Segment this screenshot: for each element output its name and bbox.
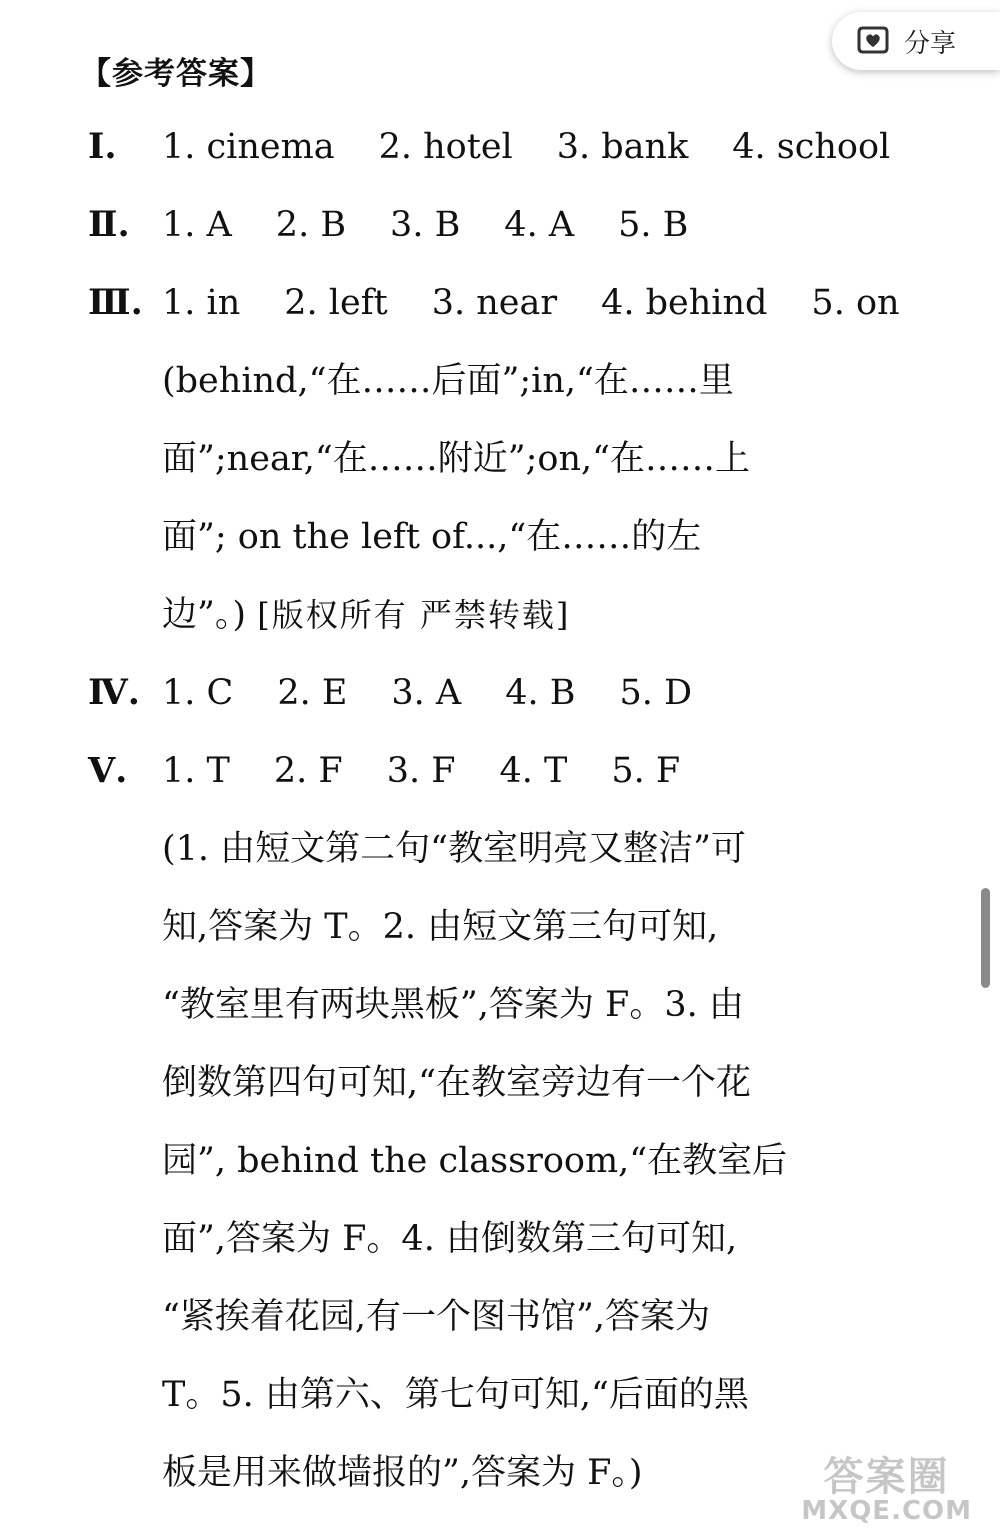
- answer-item: 1. T: [162, 751, 230, 791]
- explanation-5-line: “紧挨着花园,有一个图书馆”,答案为: [162, 1297, 711, 1337]
- answer-item: 5. D: [619, 673, 693, 713]
- section-number: Ⅰ.: [88, 126, 117, 167]
- answer-item: 1. A: [162, 205, 232, 245]
- answer-item: 3. F: [386, 751, 456, 791]
- section-number: Ⅳ.: [88, 672, 140, 713]
- answer-item: 4. T: [499, 751, 568, 791]
- answer-item: 4. B: [505, 673, 576, 713]
- answer-item: 3. bank: [556, 127, 689, 167]
- explanation-5-line: 面”,答案为 F。4. 由倒数第三句可知,: [162, 1219, 738, 1259]
- answer-item: 1. C: [162, 673, 234, 713]
- answer-item: 5. on: [811, 283, 900, 323]
- answer-item: 3. A: [391, 673, 462, 713]
- answer-item: 4. behind: [601, 283, 768, 323]
- section-4: [88, 672, 918, 714]
- section-number: Ⅴ.: [88, 750, 128, 791]
- answer-item: 5. F: [611, 751, 681, 791]
- explanation-3-line: 面”; on the left of...,“在……的左: [162, 517, 702, 557]
- answer-item: 2. E: [277, 673, 348, 713]
- watermark: [801, 1445, 972, 1526]
- explanation-5-line: 园”, behind the classroom,“在教室后: [162, 1141, 788, 1181]
- answer-item: 4. A: [504, 205, 575, 245]
- section-2: [88, 204, 918, 246]
- section-5: [88, 750, 918, 792]
- answer-item: 2. F: [273, 751, 343, 791]
- explanation-5-line: 倒数第四句可知,“在教室旁边有一个花: [162, 1063, 752, 1103]
- section-number: Ⅲ.: [88, 282, 143, 323]
- answer-item: 1. cinema: [162, 127, 335, 167]
- answer-item: 2. B: [275, 205, 347, 245]
- section-1: [88, 126, 918, 168]
- explanation-3-line: 面”;near,“在……附近”;on,“在……上: [162, 439, 751, 479]
- explanation-5-line: T。5. 由第六、第七句可知,“后面的黑: [162, 1375, 749, 1415]
- answer-item: 4. school: [732, 127, 891, 167]
- explanation-5-line: “教室里有两块黑板”,答案为 F。3. 由: [162, 985, 744, 1025]
- section-number: Ⅱ.: [88, 204, 130, 245]
- copyright-note: [版权所有 严禁转载]: [257, 596, 571, 634]
- explanation-5-line: (1. 由短文第二句“教室明亮又整洁”可: [162, 829, 746, 869]
- answer-item: 3. near: [431, 283, 558, 323]
- answer-item: 2. hotel: [378, 127, 513, 167]
- answer-item: 1. in: [162, 283, 241, 323]
- answer-item: 3. B: [390, 205, 461, 245]
- share-heart-icon: [856, 26, 890, 56]
- share-button[interactable]: [832, 12, 1000, 70]
- scrollbar-thumb[interactable]: [981, 888, 990, 988]
- answer-item: 2. left: [284, 283, 388, 323]
- explanation-5-line: 知,答案为 T。2. 由短文第三句可知,: [162, 907, 719, 947]
- answer-header: 【参考答案】: [80, 56, 272, 92]
- explanation-3-line: (behind,“在……后面”;in,“在……里: [162, 361, 734, 401]
- explanation-3-line: 边”。): [162, 595, 247, 635]
- share-label: 分享: [904, 28, 957, 59]
- watermark-line2: MXQE.COM: [801, 1496, 972, 1526]
- answer-item: 5. B: [618, 205, 689, 245]
- explanation-5-line: 板是用来做墙报的”,答案为 F。): [162, 1453, 643, 1493]
- explanation-3-last-line: [162, 594, 922, 636]
- section-3: [88, 282, 918, 324]
- watermark-line1: 答案圈: [823, 1454, 950, 1500]
